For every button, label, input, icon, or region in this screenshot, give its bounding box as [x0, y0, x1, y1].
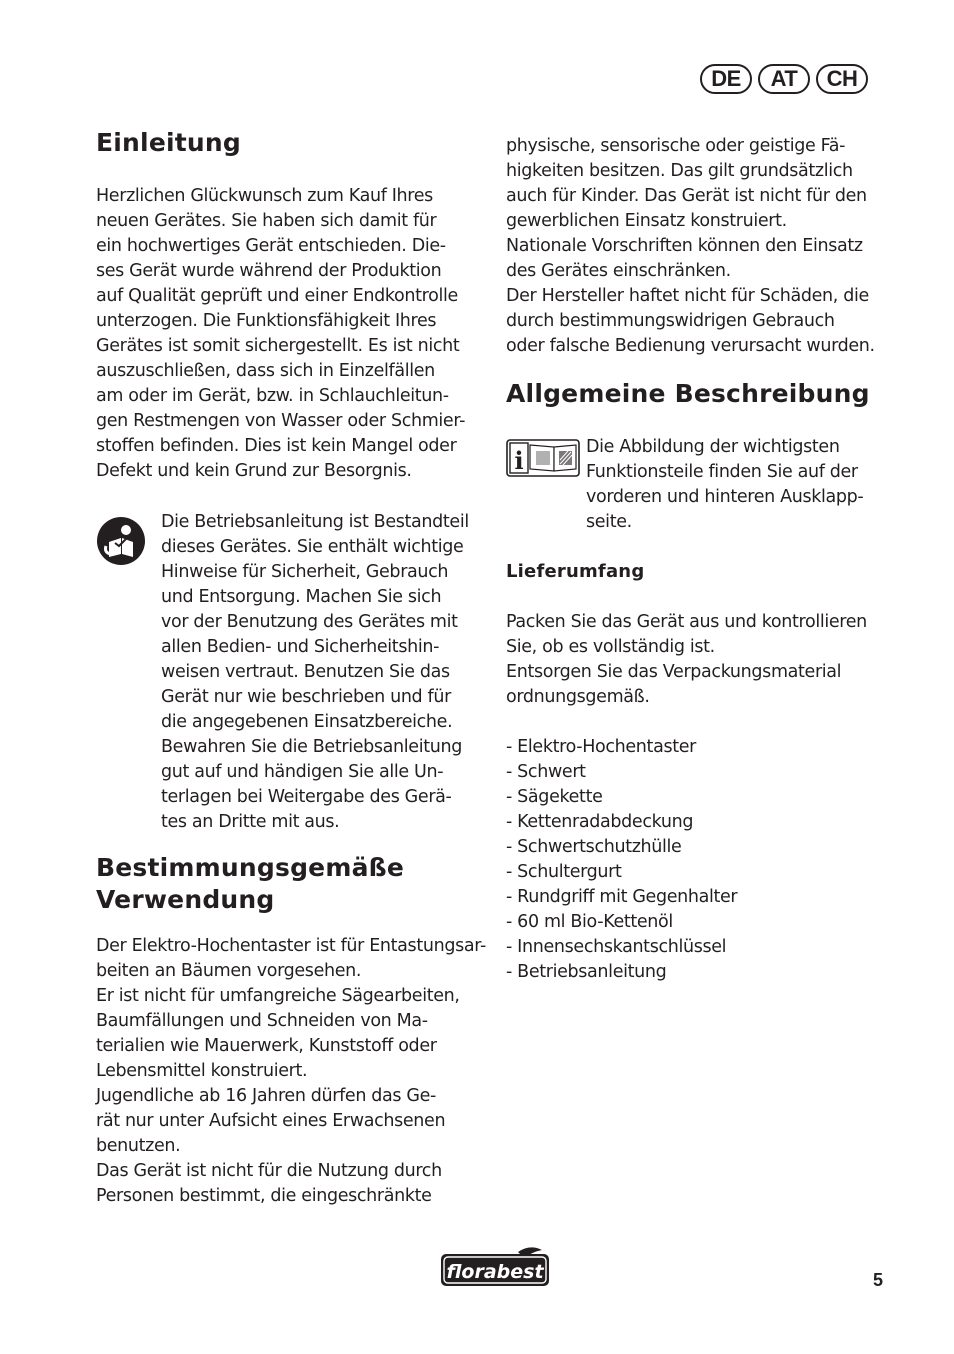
text-line: auch für Kinder. Das Gerät ist nicht für den [506, 186, 867, 206]
brand-logo-text: florabest [446, 1261, 544, 1283]
scope-paragraph [506, 610, 867, 710]
list-item: - Kettenradabdeckung [506, 812, 694, 832]
text-line: vor der Benutzung des Gerätes mit [161, 612, 458, 632]
text-line: Jugendliche ab 16 Jahren dürfen das Ge- [96, 1086, 437, 1106]
list-item: - Schwert [506, 762, 586, 782]
language-badges [700, 64, 868, 94]
list-item: - Innensechskantschlüssel [506, 937, 727, 957]
text-line: Baumfällungen und Schneiden von Ma- [96, 1011, 428, 1031]
text-line: dieses Gerätes. Sie enthält wichtige [161, 537, 464, 557]
text-line: und Entsorgung. Machen Sie sich [161, 587, 442, 607]
description-heading: Allgemeine Beschreibung [506, 379, 870, 408]
text-line: rät nur unter Aufsicht eines Erwachsenen [96, 1111, 446, 1131]
text-line: die angegebenen Einsatzbereiche. [161, 712, 453, 732]
text-line: auszuschließen, dass sich in Einzelfällen [96, 361, 435, 381]
text-line: beiten an Bäumen vorgesehen. [96, 961, 362, 981]
svg-text:i: i [514, 446, 524, 475]
text-line: gen Restmengen von Wasser oder Schmier- [96, 411, 466, 431]
text-line: Die Abbildung der wichtigsten [586, 437, 840, 457]
lang-badge-ch: CH [816, 64, 868, 94]
lang-badge-de: DE [700, 64, 752, 94]
use-heading-line: Verwendung [96, 885, 275, 914]
description-paragraph [586, 435, 863, 535]
text-line: Gerät nur wie beschrieben und für [161, 687, 451, 707]
delivery-list [506, 735, 737, 985]
scope-heading: Lieferumfang [506, 561, 645, 582]
text-line: ses Gerät wurde während der Produktion [96, 261, 442, 281]
use-heading-line: Bestimmungsgemäße [96, 853, 404, 882]
text-line: Der Elektro-Hochentaster ist für Entastungsar- [96, 936, 486, 956]
text-line: durch bestimmungswidrigen Gebrauch [506, 311, 835, 331]
text-line: auf Qualität geprüft und einer Endkontrolle [96, 286, 458, 306]
text-line: Defekt und kein Grund zur Besorgnis. [96, 461, 412, 481]
text-line: seite. [586, 512, 632, 532]
intro-heading: Einleitung [96, 128, 241, 157]
list-item: - 60 ml Bio-Kettenöl [506, 912, 673, 932]
use-paragraph [96, 934, 486, 1209]
text-line: am oder im Gerät, bzw. in Schlauchleitun- [96, 386, 449, 406]
list-item: - Sägekette [506, 787, 603, 807]
text-line: terlagen bei Weitergabe des Gerä- [161, 787, 452, 807]
list-item: - Rundgriff mit Gegenhalter [506, 887, 738, 907]
text-line: Das Gerät ist nicht für die Nutzung durch [96, 1161, 442, 1181]
text-line: weisen vertraut. Benutzen Sie das [161, 662, 450, 682]
list-item: - Betriebsanleitung [506, 962, 667, 982]
text-line: Gerätes ist somit sichergestellt. Es ist nicht [96, 336, 460, 356]
read-manual-icon [96, 516, 146, 570]
list-item: - Schwertschutzhülle [506, 837, 682, 857]
info-book-icon [506, 439, 580, 481]
text-line: Funktionsteile finden Sie auf der [586, 462, 858, 482]
text-line: Entsorgen Sie das Verpackungsmaterial [506, 662, 842, 682]
text-line: Bewahren Sie die Betriebsanleitung [161, 737, 462, 757]
use-continued-paragraph [506, 134, 875, 359]
text-line: stoffen befinden. Dies ist kein Mangel oder [96, 436, 457, 456]
text-line: terialien wie Mauerwerk, Kunststoff oder [96, 1036, 437, 1056]
text-line: neuen Gerätes. Sie haben sich damit für [96, 211, 437, 231]
text-line: tes an Dritte mit aus. [161, 812, 340, 832]
lang-badge-at: AT [758, 64, 810, 94]
text-line: vorderen und hinteren Ausklapp- [586, 487, 864, 507]
text-line: ein hochwertiges Gerät entschieden. Die- [96, 236, 446, 256]
intro-paragraph [96, 184, 465, 484]
text-line: Die Betriebsanleitung ist Bestandteil [161, 512, 469, 532]
list-item: - Elektro-Hochentaster [506, 737, 696, 757]
text-line: Packen Sie das Gerät aus und kontrollieren [506, 612, 867, 632]
text-line: Herzlichen Glückwunsch zum Kauf Ihres [96, 186, 433, 206]
text-line: gewerblichen Einsatz konstruiert. [506, 211, 787, 231]
text-line: unterzogen. Die Funktionsfähigkeit Ihres [96, 311, 437, 331]
text-line: Personen bestimmt, die eingeschränkte [96, 1186, 432, 1206]
text-line: allen Bedien- und Sicherheitshin- [161, 637, 440, 657]
use-heading [96, 852, 404, 916]
text-line: Nationale Vorschriften können den Einsatz [506, 236, 863, 256]
list-item: - Schultergurt [506, 862, 622, 882]
text-line: Der Hersteller haftet nicht für Schäden, die [506, 286, 869, 306]
brand-logo [438, 1246, 552, 1294]
text-line: Hinweise für Sicherheit, Gebrauch [161, 562, 449, 582]
page-number: 5 [873, 1270, 884, 1290]
text-line: gut auf und händigen Sie alle Un- [161, 762, 444, 782]
text-line: higkeiten besitzen. Das gilt grundsätzlich [506, 161, 853, 181]
manual-paragraph [161, 510, 469, 835]
text-line: Sie, ob es vollständig ist. [506, 637, 715, 657]
text-line: physische, sensorische oder geistige Fä- [506, 136, 846, 156]
text-line: benutzen. [96, 1136, 181, 1156]
text-line: oder falsche Bedienung verursacht wurden. [506, 336, 875, 356]
text-line: ordnungsgemäß. [506, 687, 650, 707]
text-line: des Gerätes einschränken. [506, 261, 731, 281]
text-line: Er ist nicht für umfangreiche Sägearbeiten, [96, 986, 460, 1006]
text-line: Lebensmittel konstruiert. [96, 1061, 308, 1081]
